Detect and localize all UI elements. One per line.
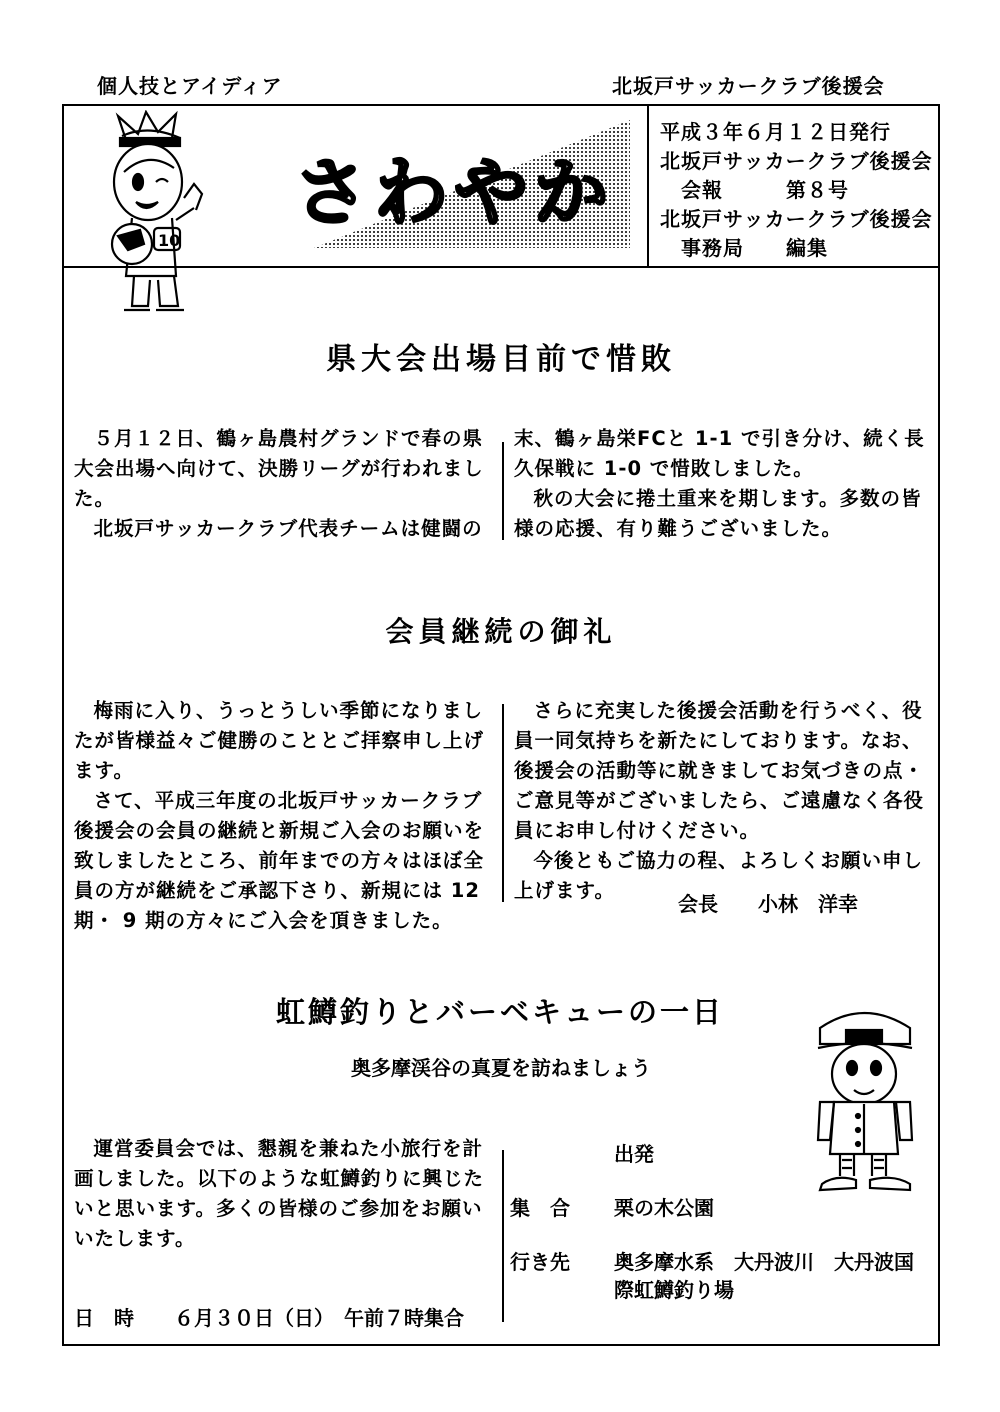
departure-label: 出発 bbox=[614, 1142, 654, 1166]
meeting-label: 集 合 bbox=[510, 1196, 570, 1220]
meeting-value: 栗の木公園 bbox=[614, 1196, 714, 1220]
header-left: 個人技とアイディア bbox=[97, 74, 283, 98]
destination-value-cont: 際虹鱒釣り場 bbox=[614, 1278, 734, 1302]
article1-right-column bbox=[514, 424, 932, 544]
destination-label: 行き先 bbox=[510, 1250, 570, 1274]
issue-info-line: 北坂戸サッカークラブ後援会 bbox=[660, 149, 933, 173]
article1-paragraph: 末、鶴ヶ島栄FCと 1-1 で引き分け、続く長久保戦に 1-0 で惜敗しました。 bbox=[514, 427, 925, 480]
datetime-value: ６月３０日（日） 午前７時集合 bbox=[174, 1306, 464, 1330]
article1-left-column bbox=[74, 424, 496, 544]
article2-paragraph: さらに充実した後援会活動を行うべく、役員一同気持ちを新たにしております。なお、後援会の活動等に就きましてお気づきの点・ご意見等がございましたら、ご遠慮なく各役員にお申し付けください。 bbox=[514, 699, 925, 842]
article3-column-divider bbox=[502, 1150, 504, 1322]
article1-column-divider bbox=[502, 442, 504, 540]
article3-paragraph: 運営委員会では、懇親を兼ねた小旅行を計画しました。以下のような虹鱒釣りに興じたいと思います。多くの皆様のご参加をお願いいたします。 bbox=[74, 1137, 485, 1250]
article1-paragraph: 北坂戸サッカークラブ代表チームは健闘の bbox=[93, 517, 483, 540]
article1-paragraph: ５月１２日、鶴ヶ島農村グランドで春の県大会出場へ向けて、決勝リーグが行われました。 bbox=[74, 427, 484, 510]
article2-signature: 会長 小林 洋幸 bbox=[678, 892, 858, 916]
header-right: 北坂戸サッカークラブ後援会 bbox=[612, 74, 885, 98]
article3-title: 虹鱒釣りとバーベキューの一日 bbox=[275, 995, 724, 1029]
article2-title: 会員継続の御礼 bbox=[385, 615, 617, 648]
article1-paragraph: 秋の大会に捲土重来を期します。多数の皆様の応援、有り難うございました。 bbox=[514, 487, 922, 540]
datetime-label: 日 時 bbox=[74, 1306, 134, 1330]
article1-title: 県大会出場目前で惜敗 bbox=[326, 342, 676, 377]
issue-info-line: 会報 第８号 bbox=[660, 178, 849, 202]
cap-boy-illustration bbox=[806, 1004, 924, 1198]
issue-info-line: 平成３年６月１２日発行 bbox=[660, 120, 891, 144]
article2-left-column bbox=[74, 696, 496, 936]
article2-right-column bbox=[514, 696, 932, 906]
issue-info-line: 事務局 編集 bbox=[660, 236, 828, 260]
destination-value: 奥多摩水系 大丹波川 大丹波国 bbox=[614, 1250, 914, 1274]
svg-text:10: 10 bbox=[158, 231, 181, 250]
article3-subtitle: 奥多摩渓谷の真夏を訪ねましょう bbox=[351, 1056, 651, 1080]
masthead-logo bbox=[284, 118, 630, 256]
article2-paragraph: 今後ともご協力の程、よろしくお願い申し上げます。 bbox=[514, 849, 924, 902]
issue-info-line: 北坂戸サッカークラブ後援会 bbox=[660, 207, 933, 231]
soccer-boy-mascot-illustration bbox=[98, 110, 210, 320]
article2-column-divider bbox=[502, 704, 504, 902]
masthead-vertical-divider bbox=[647, 104, 649, 267]
article2-paragraph: 梅雨に入り、うっとうしい季節になりましたが皆様益々ご健勝のこととご拝察申し上げます。 bbox=[74, 699, 485, 782]
article2-paragraph: さて、平成三年度の北坂戸サッカークラブ後援会の会員の継続と新規ご入会のお願いを致しましたところ、前年までの方々はほぼ全員の方が継続をご承認下さり、新規には 12 期・ 9 期の方々にご入会を頂きました。 bbox=[74, 789, 485, 932]
logo-text: さわやか bbox=[294, 150, 614, 236]
article3-left-column bbox=[74, 1134, 494, 1254]
issue-info bbox=[660, 118, 933, 263]
